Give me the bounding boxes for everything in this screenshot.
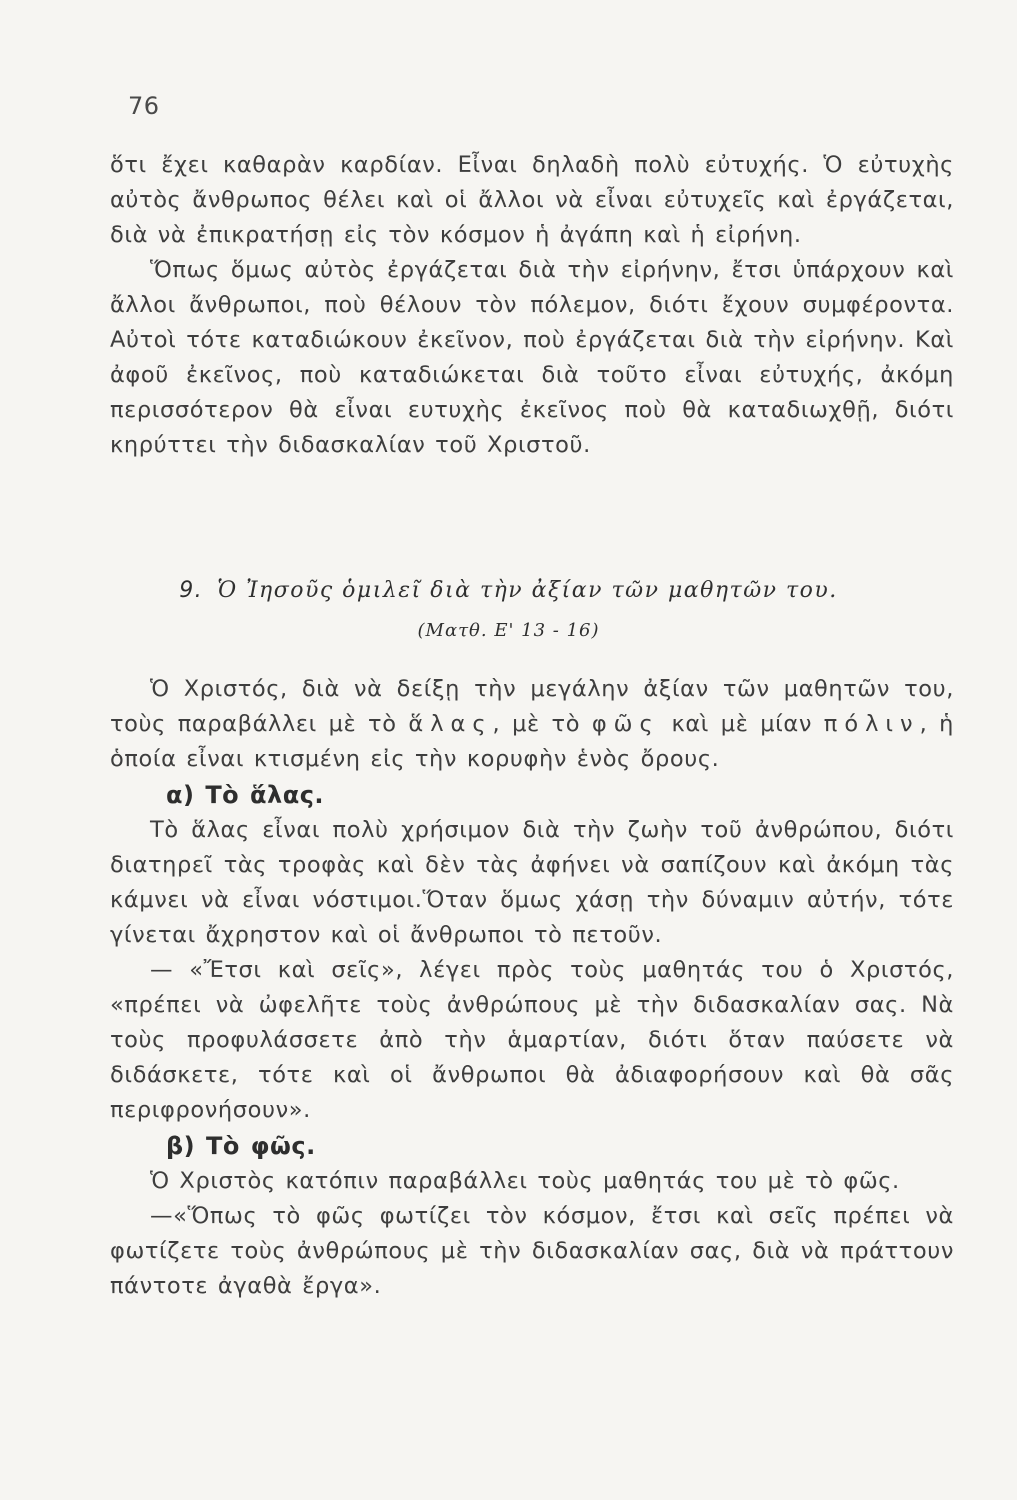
paragraph-intro xyxy=(110,672,954,777)
paragraph-salt-quote: — «Ἔτσι καὶ σεῖς», λέγει πρὸς τοὺς μαθητάς του ὁ Χριστός, «πρέπει νὰ ὠφελῆτε τοὺς ἀνθρώπους μὲ τὴν διδασκαλίαν σας. Νὰ τοὺς προφυλάσσετε ἀπὸ τὴν ἁμαρτίαν, διότι ὅταν παύσετε νὰ διδάσκετε, τότε καὶ οἱ ἄνθρωποι θὰ ἀδιαφορήσουν καὶ θὰ σᾶς περιφρονήσουν». xyxy=(110,957,954,1123)
intro-text-4: , ἡ ὁποία εἶναι κτισμένη εἰς τὴν κορυφὴν ἑνὸς ὄρους. xyxy=(110,711,954,772)
paragraph-salt: Τὸ ἅλας εἶναι πολὺ χρήσιμον διὰ τὴν ζωὴν τοῦ ἀνθρώπου, διότι διατηρεῖ τὰς τροφὰς καὶ δὲν τὰς ἀφήνει νὰ σαπίζουν καὶ ἀκόμη τὰς κάμνει νὰ εἶναι νόστιμοι.Ὅταν ὅμως χάσῃ τὴν δύναμιν αὐτήν, τότε γίνεται ἄχρηστον καὶ οἱ ἄνθρωποι τὸ πετοῦν. xyxy=(110,817,954,948)
subsection-heading-light: β) Τὸ φῶς. xyxy=(166,1132,316,1160)
section-title xyxy=(0,578,1017,603)
section-reference: (Ματθ. Ε' 13 - 16) xyxy=(417,620,600,641)
main-text-block xyxy=(110,672,954,1304)
top-text-block xyxy=(110,148,954,463)
subsection-heading-salt: α) Τὸ ἅλας. xyxy=(166,781,325,809)
section-number: 9. xyxy=(179,578,204,603)
paragraph-light-quote: —«Ὅπως τὸ φῶς φωτίζει τὸν κόσμον, ἔτσι καὶ σεῖς πρέπει νὰ φωτίζετε τοὺς ἀνθρώπους μὲ τὴν διδασκαλίαν σας, διὰ νὰ πράττουν πάντοτε ἀγαθὰ ἔργα». xyxy=(110,1203,954,1299)
page-number: 76 xyxy=(128,92,160,120)
spaced-word-salt: ἅλας xyxy=(408,711,493,737)
paragraph-peace: Ὅπως ὅμως αὐτὸς ἐργάζεται διὰ τὴν εἰρήνην, ἔτσι ὑπάρχουν καὶ ἄλλοι ἄνθρωποι, ποὺ θέλουν τὸν πόλεμον, διότι ἔχουν συμφέροντα. Αὐτοὶ τότε καταδιώκουν ἐκεῖνον, ποὺ ἐργάζεται διὰ τὴν εἰρήνην. Καὶ ἀφοῦ ἐκεῖνος, ποὺ καταδιώκεται διὰ τοῦτο εἶναι εὐτυχής, ἀκόμη περισσότερον θὰ εἶναι ευτυχὴς ἐκεῖνος ποὺ θὰ καταδιωχθῇ, διότι κηρύττει τὴν διδασκαλίαν τοῦ Χριστοῦ. xyxy=(110,257,954,458)
section-title-text: Ὁ Ἰησοῦς ὁμιλεῖ διὰ τὴν ἀξίαν τῶν μαθητῶν του. xyxy=(217,578,838,603)
intro-text-1: Ὁ Χριστός, διὰ νὰ δείξῃ τὴν μεγάλην ἀξίαν τῶν μαθητῶν του, τοὺς παραβάλλει μὲ τὸ xyxy=(110,676,954,737)
intro-text-3: καὶ μὲ μίαν xyxy=(659,711,824,737)
intro-text-2: , μὲ τὸ xyxy=(492,711,592,737)
paragraph-light: Ὁ Χριστὸς κατόπιν παραβάλλει τοὺς μαθητάς του μὲ τὸ φῶς. xyxy=(150,1168,900,1194)
paragraph-continuation: ὅτι ἔχει καθαρὰν καρδίαν. Εἶναι δηλαδὴ πολὺ εὐτυχής. Ὁ εὐτυχὴς αὐτὸς ἄνθρωπος θέλει καὶ οἱ ἄλλοι νὰ εἶναι εὐτυχεῖς καὶ ἐργάζεται, διὰ νὰ ἐπικρατήσῃ εἰς τὸν κόσμον ἡ ἀγάπη καὶ ἡ εἰρήνη. xyxy=(110,152,954,248)
spaced-word-light: φῶς xyxy=(591,711,660,737)
spaced-word-city: πόλιν xyxy=(823,711,920,737)
